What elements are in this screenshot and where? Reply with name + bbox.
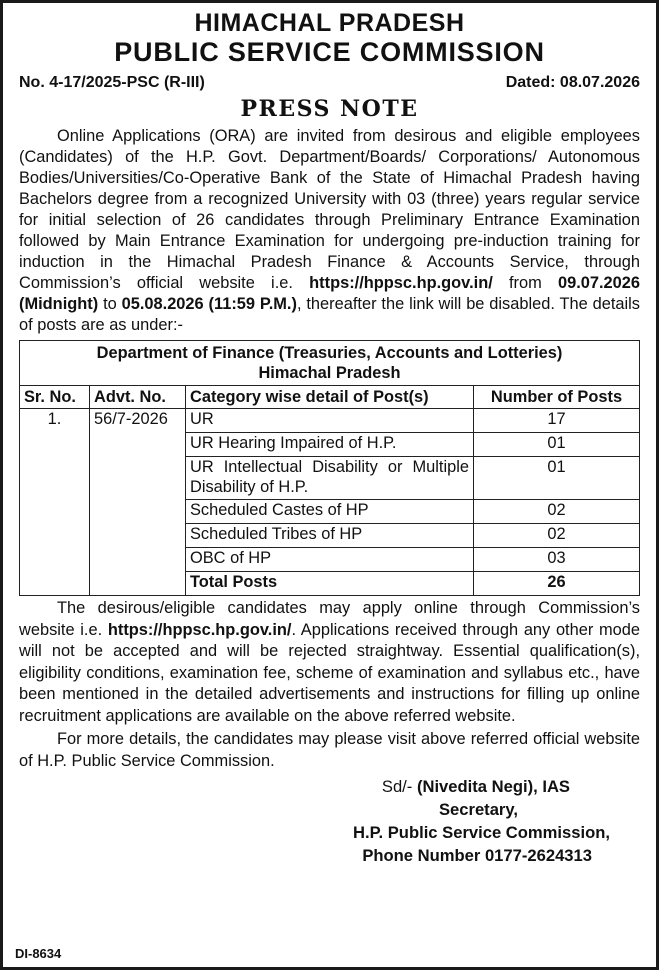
phone-number: Phone Number 0177-2624313 <box>362 846 592 865</box>
posts-table <box>19 340 640 596</box>
signatory-name: (Nivedita Negi), IAS <box>416 777 570 796</box>
category-cell: UR <box>186 409 474 433</box>
department-heading: Department of Finance (Treasuries, Accounts and Lotteries) Himachal Pradesh <box>20 341 640 386</box>
category-cell: UR Hearing Impaired of H.P. <box>186 433 474 457</box>
table-row <box>20 409 640 433</box>
col-advt-no: Advt. No. <box>90 386 186 409</box>
reference-number: No. 4-17/2025-PSC (R-III) <box>19 74 205 91</box>
signatory-designation: Secretary, <box>438 800 518 819</box>
posts-cell: 01 <box>474 457 640 500</box>
start-date: 09.07.2026 (Midnight) <box>19 274 641 313</box>
table-header-row <box>20 386 640 409</box>
intro-paragraph: Online Applications (ORA) are invited from desirous and eligible employees (Candidates) of the H.P. Govt. Department/Boards/ Corporations/ Autonomous Bodies/Universities/Co-Operative Bank of the State of Himachal Pradesh having Bachelors degree from a recognized University with 03 (three) years regular service for initial selection of 26 candidates through Preliminary Entrance Examination followed by Main Entrance Examination for undergoing pre-induction training for induction in the Himachal Pradesh Finance & Accounts Service, through Commission’s official website i.e. https://hppsc.hp.gov.in/ from 09.07.2026 (Midnight) to 05.08.2026 (11:59 P.M.), thereafter the link will be disabled. The details of posts are as under:- <box>19 127 641 334</box>
sd-mark: Sd/- <box>381 777 413 796</box>
org-name-line2: PUBLIC SERVICE COMMISSION <box>114 37 545 67</box>
posts-cell: 02 <box>474 524 640 548</box>
signature-block <box>19 775 640 867</box>
website-link[interactable]: https://hppsc.hp.gov.in/ <box>309 274 493 292</box>
posts-cell: 03 <box>474 548 640 572</box>
org-name-line1: HIMACHAL PRADESH <box>194 9 465 37</box>
posts-cell: 17 <box>474 409 640 433</box>
posts-cell: 01 <box>474 433 640 457</box>
category-cell: Scheduled Castes of HP <box>186 500 474 524</box>
signatory-org: H.P. Public Service Commission, <box>353 823 610 842</box>
col-sr-no: Sr. No. <box>20 386 90 409</box>
end-date: 05.08.2026 (11:59 P.M.) <box>121 295 297 313</box>
document-title: PRESS NOTE <box>240 96 419 122</box>
category-cell: OBC of HP <box>186 548 474 572</box>
total-label: Total Posts <box>186 572 474 596</box>
application-paragraph: The desirous/eligible candidates may apply online through Commission’s website i.e. https://hppsc.hp.gov.in/. Applications received through any other mode will not be accepted and will be rejected straightway. Essential qualification(s), eligibility conditions, examination fee, scheme of examination and syllabus etc., have been mentioned in the detailed advertisements and instructions for filling up online recruitment applications are available on the above referred website. <box>19 599 640 725</box>
date: Dated: 08.07.2026 <box>505 74 640 91</box>
reference-line <box>19 74 640 92</box>
advt-no-cell: 56/7-2026 <box>90 409 186 596</box>
category-cell: UR Intellectual Disability or Multiple Disability of H.P. <box>186 457 474 500</box>
col-category: Category wise detail of Post(s) <box>186 386 474 409</box>
category-cell: Scheduled Tribes of HP <box>186 524 474 548</box>
sr-no-cell: 1. <box>20 409 90 596</box>
total-value: 26 <box>474 572 640 596</box>
col-number-of-posts: Number of Posts <box>474 386 640 409</box>
website-link[interactable]: https://hppsc.hp.gov.in/ <box>107 620 292 639</box>
details-paragraph: For more details, the candidates may please visit above referred official website of H.P. Public Service Commission. <box>19 730 640 770</box>
posts-cell: 02 <box>474 500 640 524</box>
footer-code: DI-8634 <box>15 946 62 961</box>
